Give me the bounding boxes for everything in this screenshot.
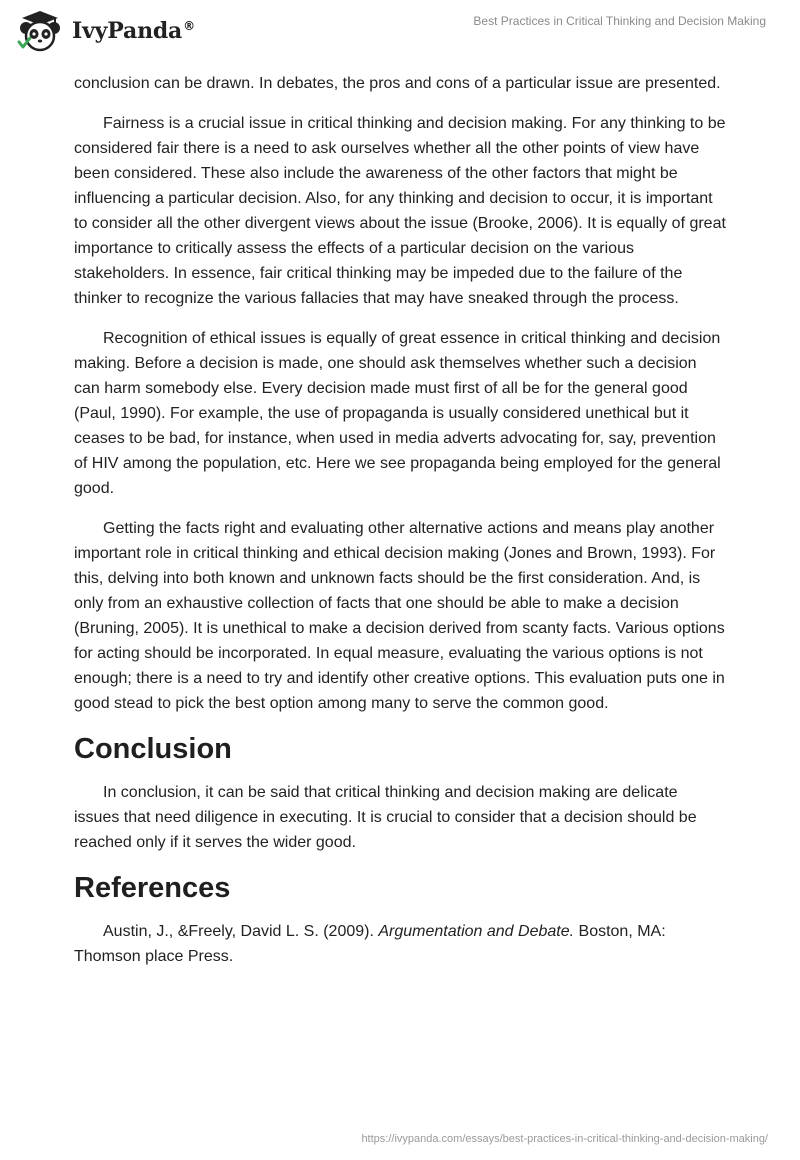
paragraph-fairness: Fairness is a crucial issue in critical thinking and decision making. For any thinking to be considered fair there is a need to ask ourselves whether all the other points of view have been considered. These also include the awareness of the other factors that might be influencing a particular decision. Also, for any thinking and decision to occur, it is important to consider all the other divergent views about the issue (Brooke, 2006). It is equally of great importance to critically assess the effects of a particular decision on the various stakeholders. In essence, fair critical thinking may be impeded due to the failure of the thinker to recognize the various fallacies that may have sneaked through the process. <box>74 115 726 307</box>
references-heading: References <box>74 872 231 904</box>
paragraph-facts: Getting the facts right and evaluating other alternative actions and means play another important role in critical thinking and ethical decision making (Jones and Brown, 1993). For this, delving into both known and unknown facts should be the first consideration. And, is only from an exhaustive collection of facts that one should be able to make a decision (Bruning, 2005). It is unethical to make a decision derived from scanty facts. Various options for acting should be incorporated. In equal measure, evaluating the various options is not enough; there is a need to try and identify other creative options. This evaluation puts one in good stead to pick the best option among many to serve the common good. <box>74 520 725 712</box>
ivypanda-logo[interactable] <box>14 8 195 54</box>
paragraph-ethical-issues: Recognition of ethical issues is equally of great essence in critical thinking and decision making. Before a decision is made, one should ask themselves whether such a decision can harm somebody else. Every decision made must first of all be for the general good (Paul, 1990). For example, the use of propaganda is usually considered unethical but it ceases to be bad, for instance, when used in media adverts advocating for, say, prevention of HIV among the population, etc. Here we see propaganda being employed for the general good. <box>74 330 721 497</box>
document-title: Best Practices in Critical Thinking and Decision Making <box>473 14 766 28</box>
essay-content <box>74 71 726 984</box>
source-url[interactable]: https://ivypanda.com/essays/best-practices-in-critical-thinking-and-decision-making/ <box>361 1133 768 1145</box>
page-header <box>0 0 800 62</box>
conclusion-heading: Conclusion <box>74 733 232 765</box>
conclusion-paragraph: In conclusion, it can be said that critical thinking and decision making are delicate issues that need diligence in executing. It is crucial to consider that a decision should be reached only if it serves the wider good. <box>74 784 697 851</box>
logo-text: IvyPanda® <box>72 18 195 44</box>
reference-item: Austin, J., &Freely, David L. S. (2009). Argumentation and Debate. Boston, MA: Thomson place Press. <box>74 923 666 965</box>
paragraph-continuation: conclusion can be drawn. In debates, the pros and cons of a particular issue are presented. <box>74 75 721 92</box>
panda-logo-icon <box>14 8 66 54</box>
